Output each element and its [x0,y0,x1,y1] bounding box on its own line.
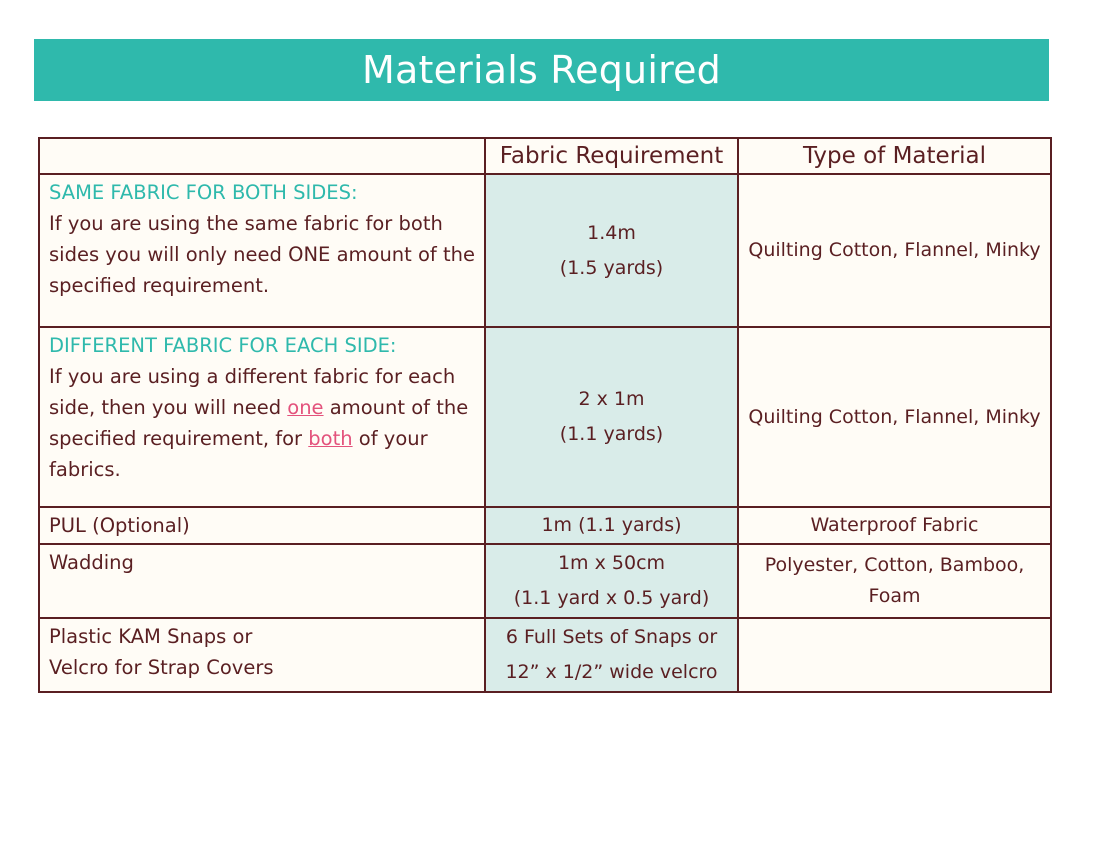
requirement-cell [485,174,738,327]
item-line: Velcro for Strap Covers [49,656,274,679]
header-blank [39,138,485,174]
requirement-amount: 1.4m [587,221,636,244]
page-title: Materials Required [362,48,721,92]
emphasis-one: one [287,396,324,419]
item-cell: PUL (Optional) [39,507,485,544]
item-description [49,361,476,485]
requirement-cell [485,327,738,507]
table-row [39,507,1051,544]
requirement-amount: 1m x 50cm [557,552,666,574]
item-cell [39,327,485,507]
material-cell: Quilting Cotton, Flannel, Minky [738,327,1051,507]
emphasis-both: both [308,427,353,450]
header-type-of-material: Type of Material [738,138,1051,174]
requirement-yards: (1.1 yard x 0.5 yard) [513,587,710,609]
item-cell: Wadding [39,544,485,618]
description-text: of your fabrics. [49,427,428,481]
material-line: Polyester, Cotton, Bamboo, [764,554,1025,576]
requirement-amount: 6 Full Sets of Snaps or [505,626,718,648]
header-fabric-requirement: Fabric Requirement [485,138,738,174]
description-text: amount of the specified requirement, for [49,396,469,450]
material-cell [738,544,1051,618]
table-row [39,544,1051,618]
section-heading: DIFFERENT FABRIC FOR EACH SIDE: [49,334,397,357]
requirement-yards: (1.1 yards) [559,423,664,445]
table-row [39,174,1051,327]
title-banner [34,39,1049,101]
material-line: Foam [868,585,921,607]
material-cell: Waterproof Fabric [738,507,1051,544]
requirement-detail: 12” x 1/2” wide velcro [505,661,718,683]
table-row [39,618,1051,692]
material-cell [738,618,1051,692]
item-cell [39,174,485,327]
requirement-yards: (1.5 yards) [559,256,664,279]
material-cell: Quilting Cotton, Flannel, Minky [738,174,1051,327]
requirement-cell: 1m (1.1 yards) [485,507,738,544]
section-heading: SAME FABRIC FOR BOTH SIDES: [49,181,358,204]
table-row [39,327,1051,507]
materials-table [38,137,1052,693]
table-header-row [39,138,1051,174]
requirement-cell [485,544,738,618]
item-cell [39,618,485,692]
description-text: If you are using a different fabric for each side, then you will need [49,365,456,419]
item-line: Plastic KAM Snaps or [49,625,253,648]
requirement-cell [485,618,738,692]
item-description: If you are using the same fabric for both sides you will only need ONE amount of the specified requirement. [49,212,476,297]
requirement-amount: 2 x 1m [578,388,645,410]
